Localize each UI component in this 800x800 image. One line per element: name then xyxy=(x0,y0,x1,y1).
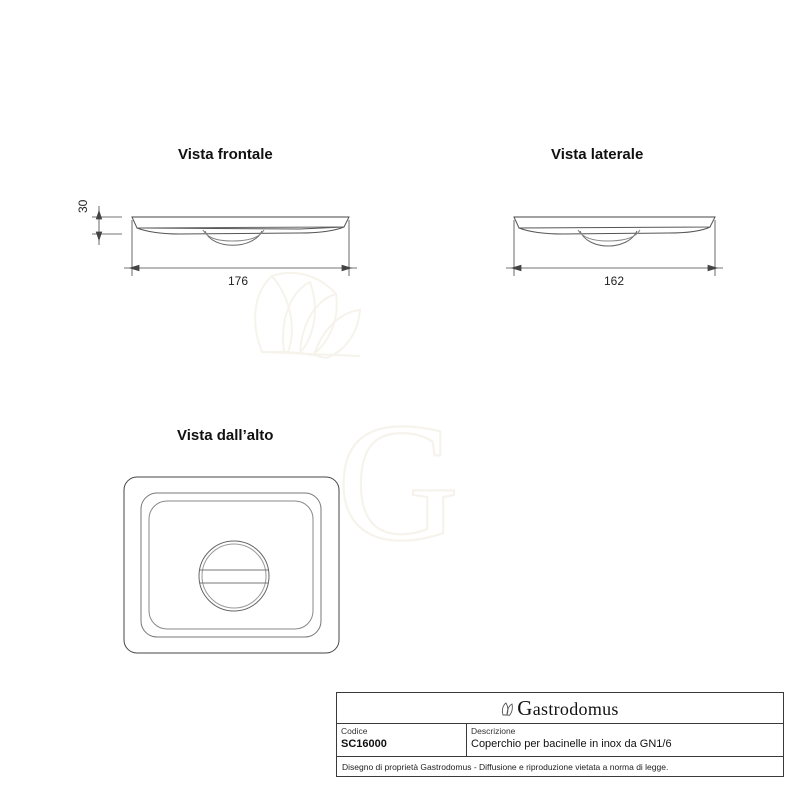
view-title-side: Vista laterale xyxy=(551,146,644,163)
title-block-brand-row xyxy=(337,693,783,724)
title-block-footnote-row xyxy=(337,757,783,777)
description-label: Descrizione xyxy=(471,726,516,736)
brand-rest: astrodomus xyxy=(532,698,619,719)
dimension-side-width xyxy=(506,220,723,276)
title-block xyxy=(336,692,784,777)
dimension-front-height xyxy=(92,206,122,245)
view-top xyxy=(124,477,339,653)
description-value: Coperchio per bacinelle in inox da GN1/6 xyxy=(471,738,672,750)
dimension-label-side-width: 162 xyxy=(604,274,625,288)
code-cell xyxy=(337,724,467,756)
view-title-front: Vista frontale xyxy=(178,146,273,163)
svg-text:G: G xyxy=(336,388,460,577)
view-title-top: Vista dall’alto xyxy=(177,427,274,444)
brand-initial: G xyxy=(517,695,533,720)
view-side xyxy=(514,217,715,246)
dimension-label-front-width: 176 xyxy=(228,274,249,288)
watermark-logo xyxy=(255,273,459,576)
view-front xyxy=(132,217,349,245)
copyright-notice: Disegno di proprietà Gastrodomus - Diffusione e riproduzione vietata a norma di legge. xyxy=(342,762,669,772)
brand-name xyxy=(517,696,618,721)
description-cell xyxy=(467,724,783,756)
leaf-icon xyxy=(501,701,514,716)
dimension-label-front-height: 30 xyxy=(76,199,90,213)
code-value: SC16000 xyxy=(341,738,387,750)
code-label: Codice xyxy=(341,726,368,736)
title-block-fields-row xyxy=(337,724,783,757)
brand-logo xyxy=(501,696,618,721)
